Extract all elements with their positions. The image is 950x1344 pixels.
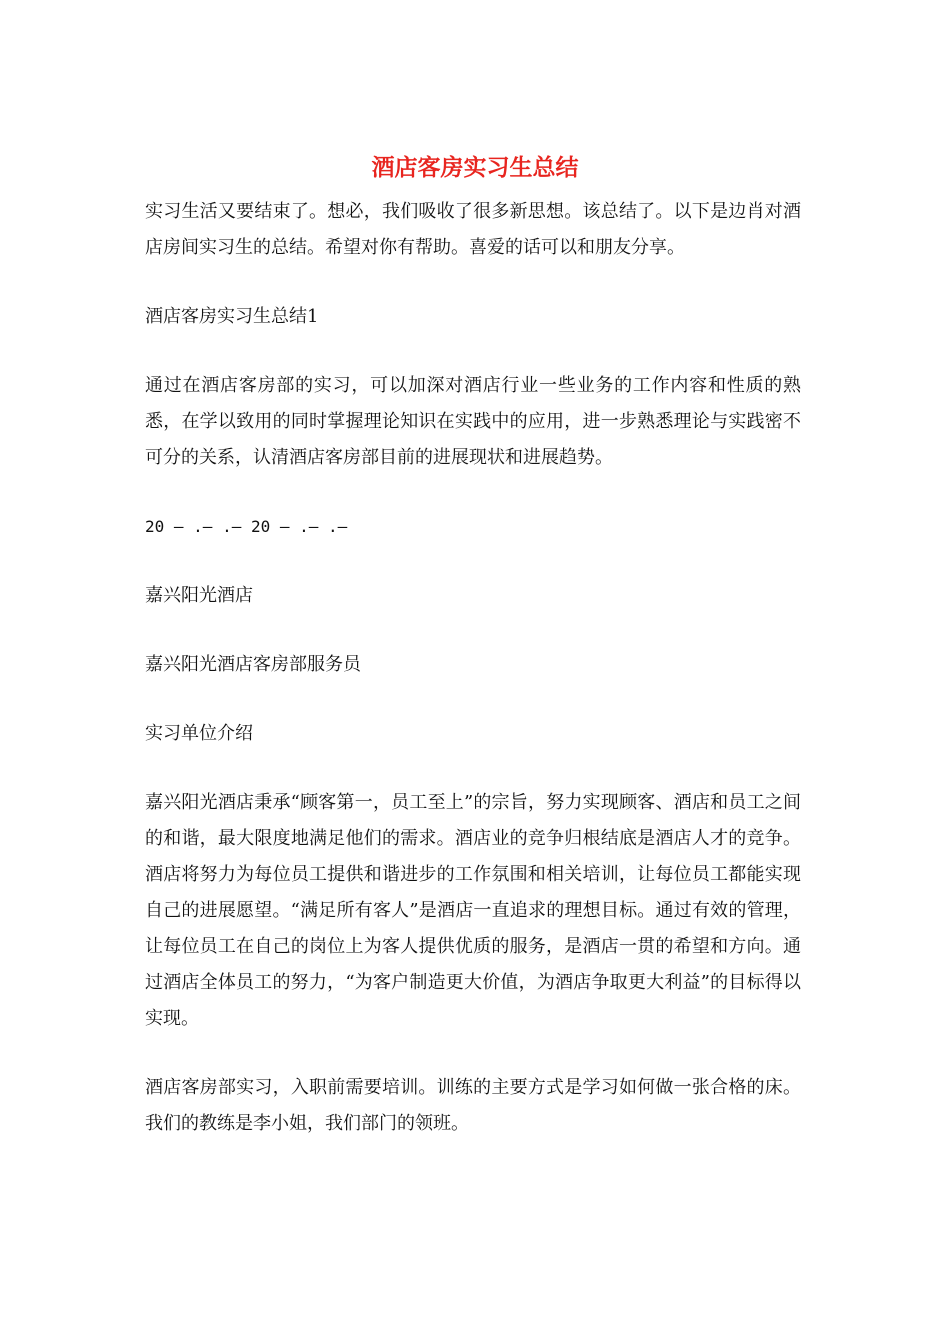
document-title: 酒店客房实习生总结 xyxy=(371,154,579,181)
body-paragraph: 酒店客房部实习，入职前需要培训。训练的主要方式是学习如何做一张合格的床。我们的教练是李小姐，我们部门的领班。 xyxy=(145,1077,801,1134)
hotel-name: 嘉兴阳光酒店 xyxy=(145,585,253,606)
body-paragraph: 通过在酒店客房部的实习，可以加深对酒店行业一些业务的工作内容和性质的熟悉，在学以致用的同时掌握理论知识在实践中的应用，进一步熟悉理论与实践密不可分的关系，认清酒店客房部目前的进展现状和进展趋势。 xyxy=(145,375,801,468)
section-heading: 酒店客房实习生总结1 xyxy=(145,306,319,327)
section-heading: 实习单位介绍 xyxy=(145,723,253,744)
intro-paragraph: 实习生活又要结束了。想必，我们吸收了很多新思想。该总结了。以下是边肖对酒店房间实习生的总结。希望对你有帮助。喜爱的话可以和朋友分享。 xyxy=(145,201,801,258)
document-body xyxy=(145,194,801,1175)
position-title: 嘉兴阳光酒店客房部服务员 xyxy=(145,654,361,675)
date-range: 20 – .– .– 20 – .– .– xyxy=(145,517,348,536)
body-paragraph: 嘉兴阳光酒店秉承“顾客第一，员工至上”的宗旨，努力实现顾客、酒店和员工之间的和谐，最大限度地满足他们的需求。酒店业的竞争归根结底是酒店人才的竞争。酒店将努力为每位员工提供和谐进步的工作氛围和相关培训，让每位员工都能实现自己的进展愿望。“满足所有客人”是酒店一直追求的理想目标。通过有效的管理，让每位员工在自己的岗位上为客人提供优质的服务，是酒店一贯的希望和方向。通过酒店全体员工的努力，“为客户制造更大价值，为酒店争取更大利益”的目标得以实现。 xyxy=(145,792,801,1029)
